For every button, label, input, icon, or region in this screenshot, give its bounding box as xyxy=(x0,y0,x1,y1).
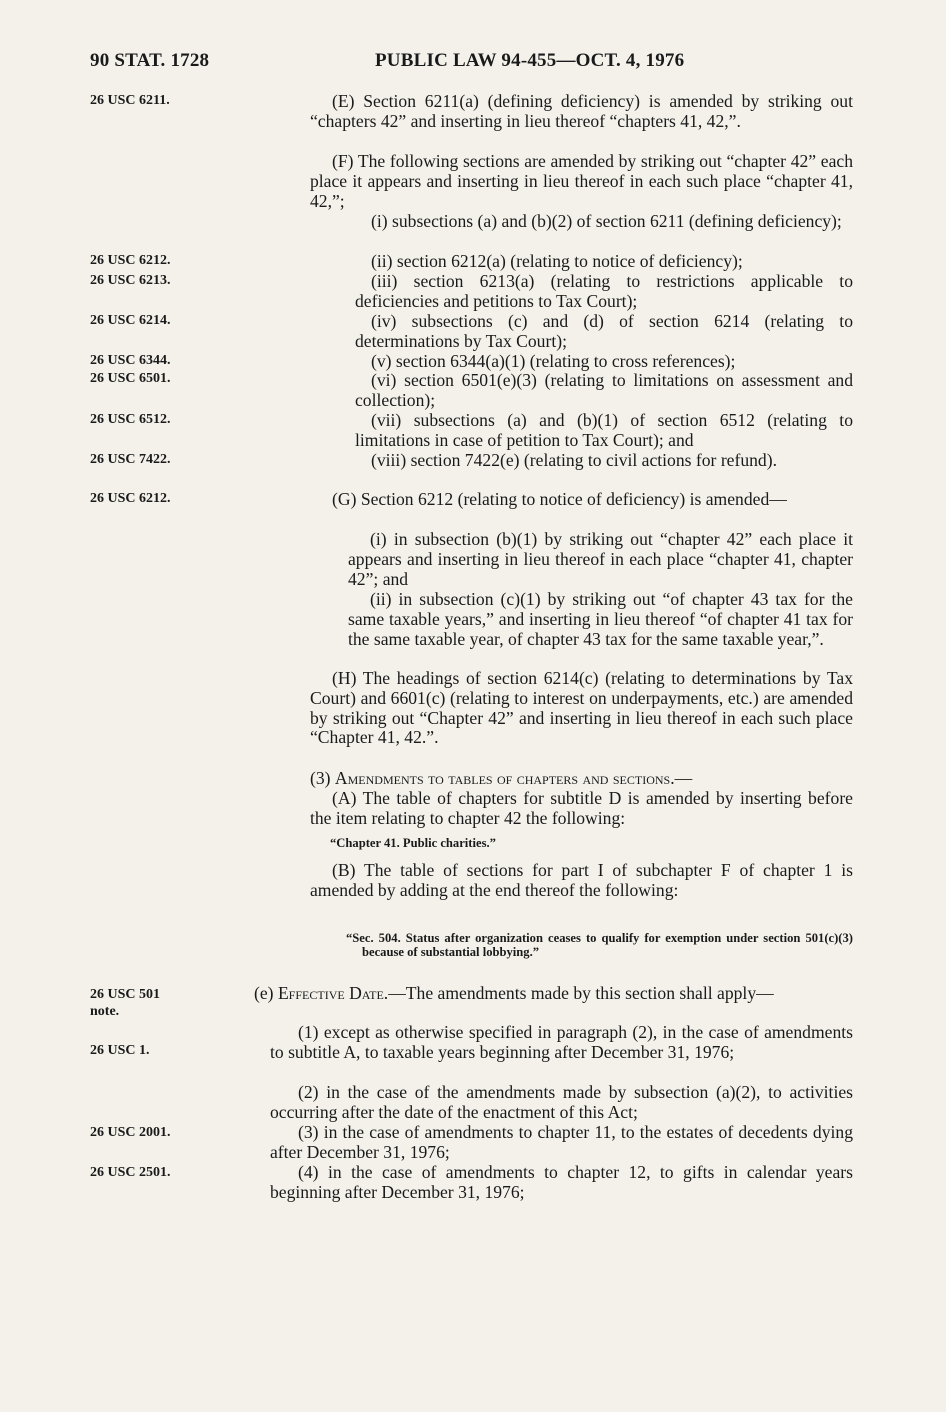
margin-note: 26 USC 6212. xyxy=(90,253,171,268)
item-e-1: (1) except as otherwise specified in paragraph (2), in the case of amendments to subtitle A, to taxable years beginning after December 31, 1976; xyxy=(270,1022,853,1062)
item-F-viii: (viii) section 7422(e) (relating to civil actions for refund). xyxy=(371,450,777,470)
margin-note: 26 USC 6214. xyxy=(90,313,171,328)
paragraph-3-title: Amendments to tables of chapters and sections.— xyxy=(334,768,693,788)
paragraph-3A: (A) The table of chapters for subtitle D is amended by inserting before the item relating to chapter 42 the following: xyxy=(310,788,853,828)
item-e-2: (2) in the case of the amendments made by subsection (a)(2), to activities occurring after the date of the enactment of this Act; xyxy=(270,1082,853,1122)
margin-note: 26 USC 501 xyxy=(90,987,161,1002)
item-F-i: (i) subsections (a) and (b)(2) of section 6211 (defining deficiency); xyxy=(371,211,842,231)
item-F-iv: (iv) subsections (c) and (d) of section 6214 (relating to determinations by Tax Court); xyxy=(355,311,853,351)
paragraph-3-heading xyxy=(310,769,853,789)
margin-note: 26 USC 1. xyxy=(90,1043,150,1058)
item-F-v: (v) section 6344(a)(1) (relating to cross references); xyxy=(371,351,736,371)
item-G-i: (i) in subsection (b)(1) by striking out “chapter 42” each place it appears and inserting in lieu thereof in each place “chapter 41, chapter 42”; and xyxy=(348,529,853,589)
item-F-vi: (vi) section 6501(e)(3) (relating to limitations on assessment and collection); xyxy=(355,370,853,410)
page-stat-number: 90 STAT. 1728 xyxy=(90,50,210,71)
paragraph-3B: (B) The table of sections for part I of subchapter F of chapter 1 is amended by adding at the end thereof the following: xyxy=(310,860,853,900)
paragraph-e-heading: Effective Date. xyxy=(277,983,389,1003)
margin-note: 26 USC 6512. xyxy=(90,412,171,427)
margin-note: 26 USC 6501. xyxy=(90,371,171,386)
margin-note: 26 USC 6211. xyxy=(90,93,170,108)
running-header: PUBLIC LAW 94-455—OCT. 4, 1976 xyxy=(375,50,685,71)
paragraph-3-number: (3) xyxy=(310,768,331,788)
margin-note: note. xyxy=(90,1004,120,1019)
margin-note: 26 USC 2001. xyxy=(90,1125,171,1140)
paragraph-e-text: —The amendments made by this section shall apply— xyxy=(388,983,774,1003)
margin-note: 26 USC 7422. xyxy=(90,452,171,467)
item-e-3: (3) in the case of amendments to chapter 11, to the estates of decedents dying after December 31, 1976; xyxy=(270,1122,853,1162)
margin-note: 26 USC 2501. xyxy=(90,1165,171,1180)
item-F-iii: (iii) section 6213(a) (relating to restrictions applicable to deficiencies and petitions to Tax Court); xyxy=(355,271,853,311)
item-F-vii: (vii) subsections (a) and (b)(1) of section 6512 (relating to limitations in case of petition to Tax Court); and xyxy=(355,410,853,450)
paragraph-H: (H) The headings of section 6214(c) (relating to determinations by Tax Court) and 6601(c) (relating to interest on underpayments, etc.) are amended by striking out “Chapter 42” and inserting in lieu thereof in each such place “Chapter 41, 42.”. xyxy=(310,668,853,748)
margin-note: 26 USC 6213. xyxy=(90,273,171,288)
paragraph-G: (G) Section 6212 (relating to notice of deficiency) is amended— xyxy=(332,489,787,509)
paragraph-F: (F) The following sections are amended by striking out “chapter 42” each place it appears and inserting in lieu thereof in each such place “chapter 41, 42,”; xyxy=(310,151,853,211)
item-e-4: (4) in the case of amendments to chapter 12, to gifts in calendar years beginning after December 31, 1976; xyxy=(270,1162,853,1202)
item-G-ii: (ii) in subsection (c)(1) by striking out “of chapter 43 tax for the same taxable years,” and inserting in lieu thereof “of chapter 41 tax for the same taxable year, of chapter 43 tax for the same taxable year,”. xyxy=(348,589,853,649)
paragraph-e-number: (e) xyxy=(254,983,274,1003)
quoted-item-sec-504: “Sec. 504. Status after organization ceases to qualify for exemption under section 501(c)(3) because of substantial lobbying.” xyxy=(346,931,853,959)
paragraph-E: (E) Section 6211(a) (defining deficiency) is amended by striking out “chapters 42” and inserting in lieu thereof “chapters 41, 42,”. xyxy=(310,91,853,131)
margin-note: 26 USC 6344. xyxy=(90,353,171,368)
item-F-ii: (ii) section 6212(a) (relating to notice of deficiency); xyxy=(371,251,743,271)
quoted-item-chapter-41: “Chapter 41. Public charities.” xyxy=(330,836,496,850)
paragraph-e xyxy=(232,984,853,1004)
margin-note: 26 USC 6212. xyxy=(90,491,171,506)
